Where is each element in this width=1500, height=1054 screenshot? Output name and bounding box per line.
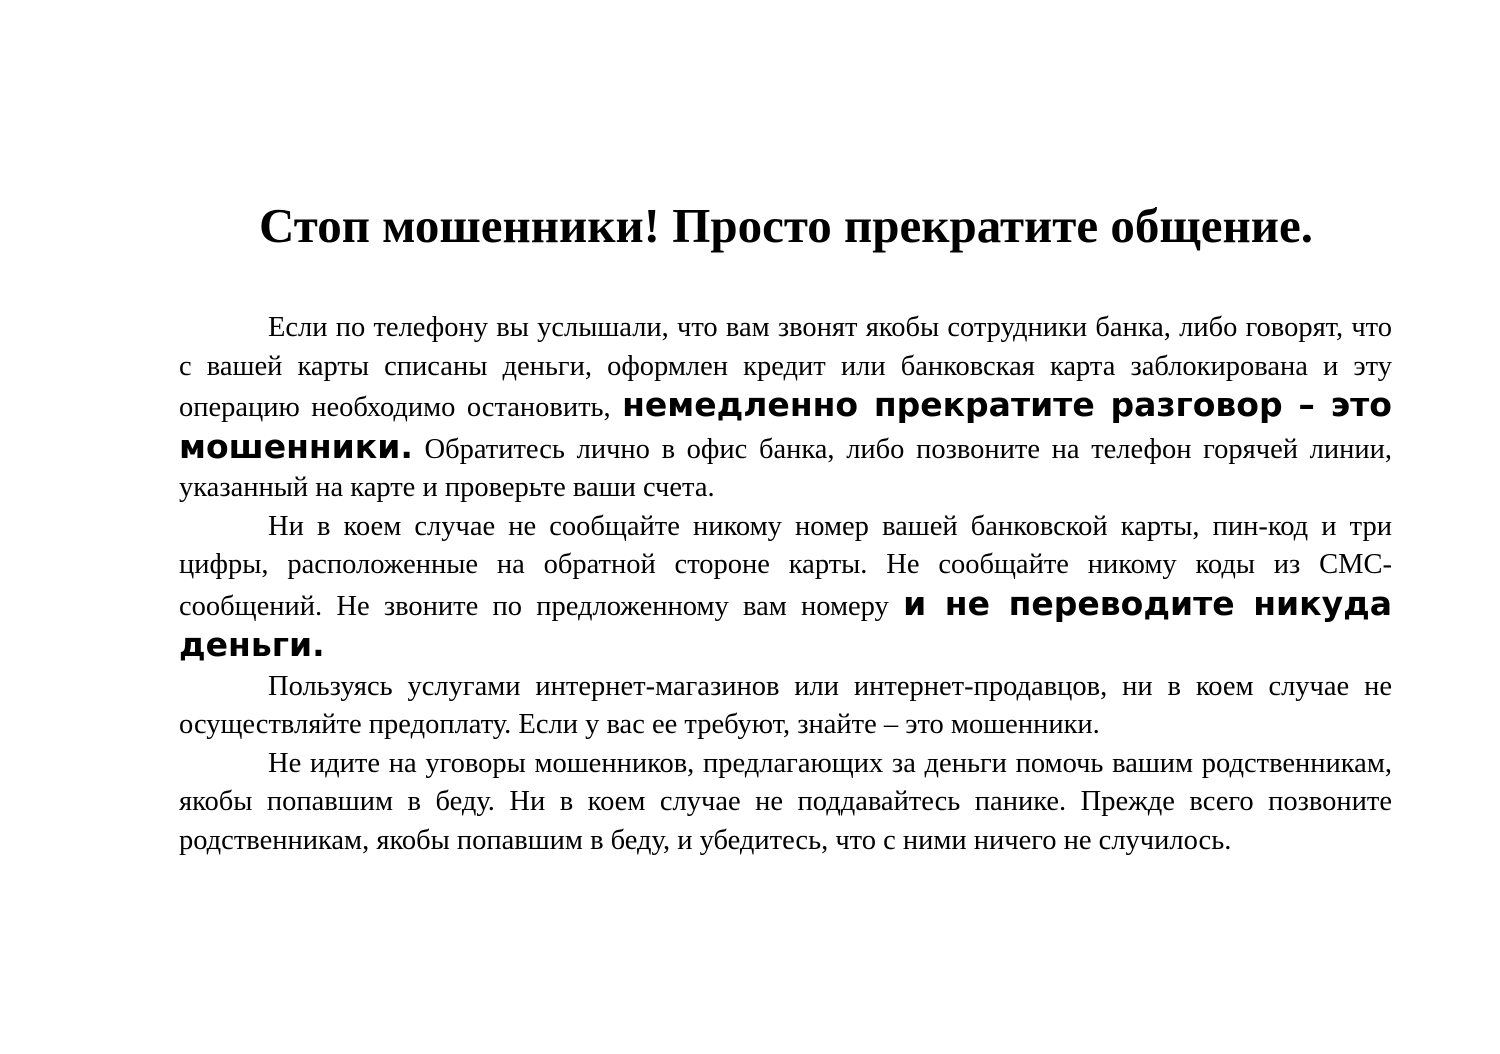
paragraph-text: Обратитесь лично в офис банка, либо позвоните на телефон горячей линии, указанный на карте и проверьте ваши счета.	[179, 433, 1392, 503]
page-title: Стоп мошенники! Просто прекратите общение.	[259, 198, 1313, 253]
paragraph-relatives	[179, 745, 1392, 861]
paragraph-online-shops	[179, 668, 1392, 745]
paragraph-bank-calls	[179, 309, 1392, 508]
document-body	[179, 309, 1392, 860]
paragraph-text: Не идите на уговоры мошенников, предлагающих за деньги помочь вашим родственникам, якобы попавшим в беду. Ни в коем случае не поддавайтесь панике. Прежде всего позвоните родственникам, якобы попавшим в беду, и убедитесь, что с ними ничего не случилось.	[179, 747, 1392, 856]
paragraph-emphasis: немедленно прекратите разговор – это мошенники.	[179, 385, 1392, 466]
paragraph-text: Если по телефону вы услышали, что вам звонят якобы сотрудники банка, либо говорят, что с вашей карты списаны деньги, оформлен кредит или банковская карта заблокирована и эту операцию необходимо остановить,	[179, 312, 1392, 423]
paragraph-card-data	[179, 508, 1392, 668]
paragraph-text: Пользуясь услугами интернет-магазинов или интернет-продавцов, ни в коем случае не осуществляйте предоплату. Если у вас ее требуют, знайте – это мошенники.	[179, 670, 1392, 740]
paragraph-text: Ни в коем случае не сообщайте никому номер вашей банковской карты, пин-код и три цифры, расположенные на обратной стороне карты. Не сообщайте никому коды из СМС-сообщений. Не звоните по предложенному вам номеру	[179, 510, 1392, 622]
paragraph-emphasis: и не переводите никуда деньги.	[179, 583, 1392, 664]
